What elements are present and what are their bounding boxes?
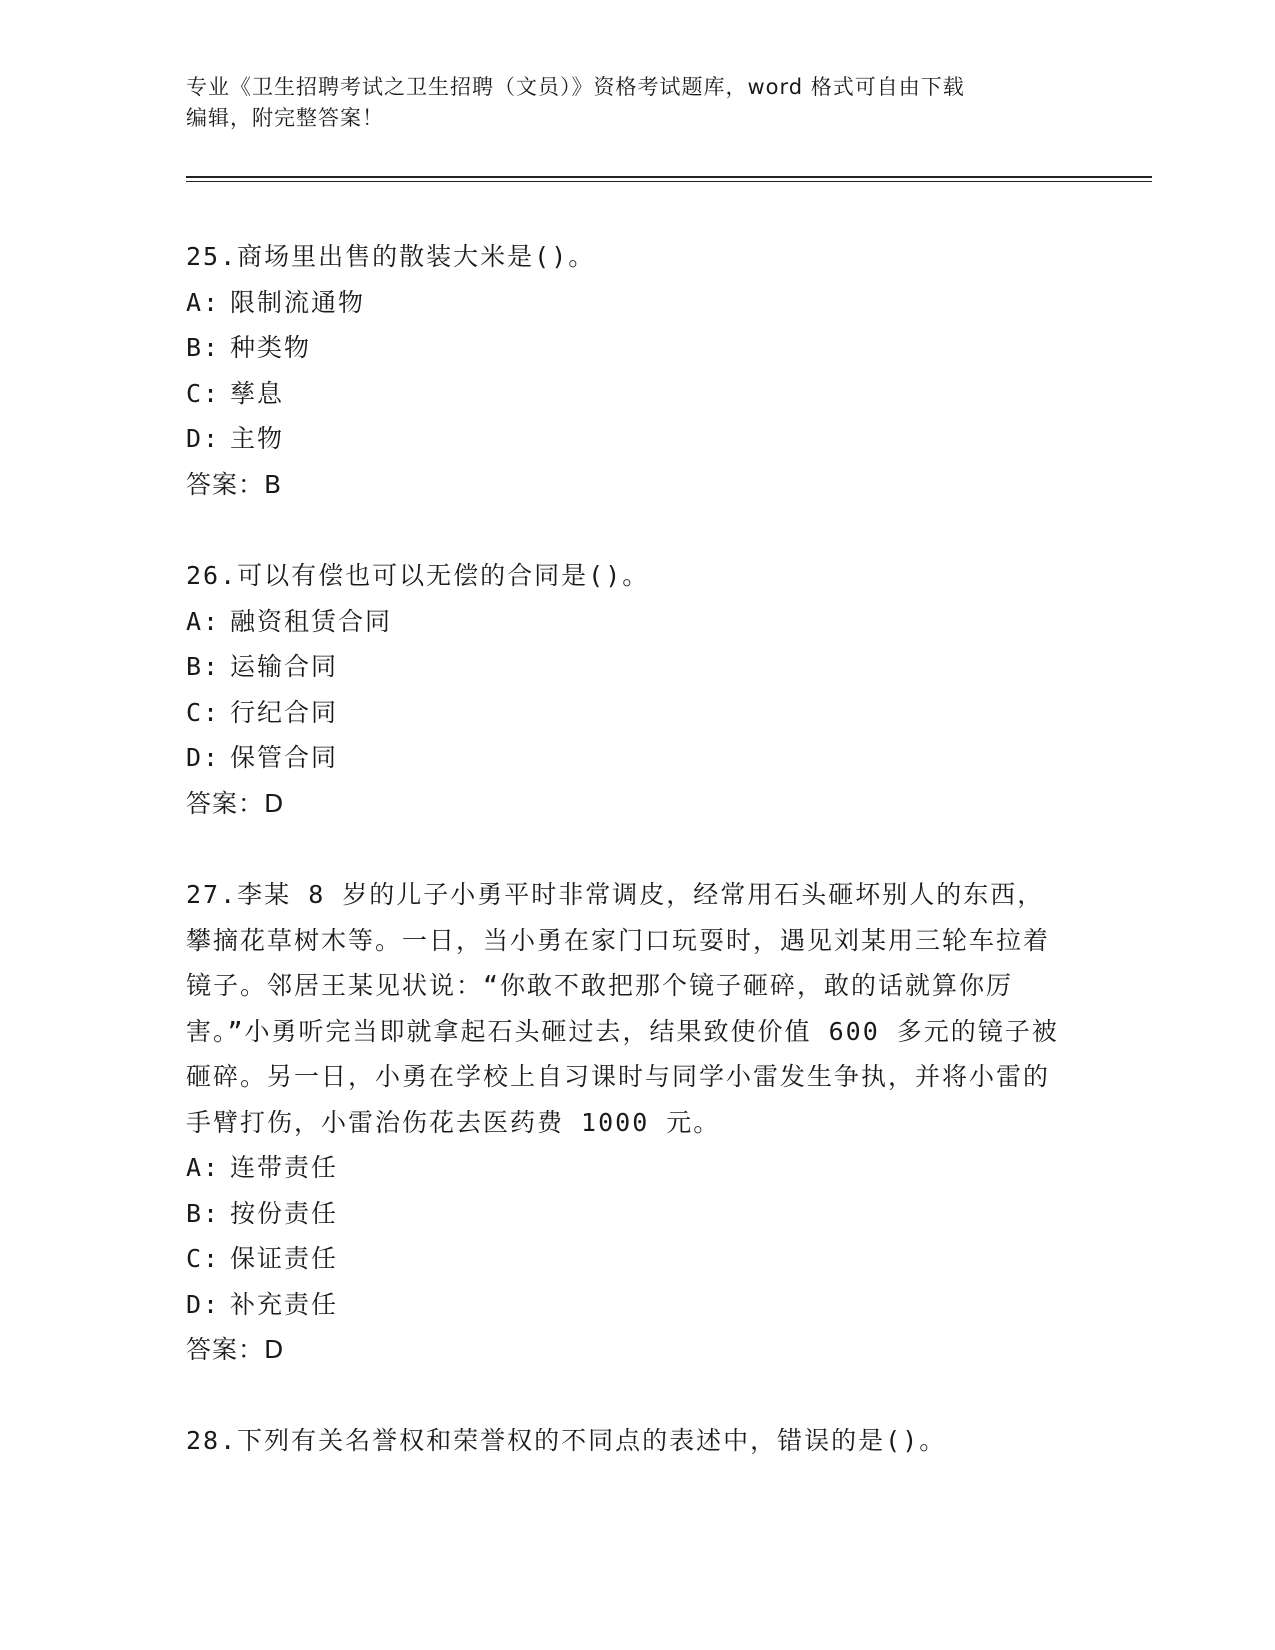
question-text: 27.李某 8 岁的儿子小勇平时非常调皮，经常用石头砸坏别人的东西，攀摘花草树木等。一日，当小勇在家门口玩耍时，遇见刘某用三轮车拉着镜子。邻居王某见状说：“你敢不敢把那个镜子砸碎，敢的话就算你厉害。”小勇听完当即就拿起石头砸过去，结果致使价值 600 多元的镜子被砸碎。另一日，小勇在学校上自习课时与同学小雷发生争执，并将小雷的手臂打伤，小雷治伤花去医药费 1000 元。 — [186, 880, 1059, 1137]
option-text: 连带责任 — [230, 1153, 339, 1182]
option-a — [186, 599, 1066, 645]
header-line-1: 专业《卫生招聘考试之卫生招聘（文员）》资格考试题库，word 格式可自由下载 — [186, 75, 965, 99]
option-b — [186, 325, 1066, 371]
option-d — [186, 416, 1066, 462]
option-c — [186, 371, 1066, 417]
option-key: A: — [186, 606, 221, 636]
question-text: 26.可以有偿也可以无偿的合同是()。 — [186, 561, 650, 590]
header-divider — [186, 176, 1152, 182]
option-key: D: — [186, 743, 221, 772]
option-c — [186, 690, 1066, 736]
option-text: 补充责任 — [230, 1289, 339, 1319]
answer-line: 答案：D — [186, 788, 285, 818]
option-c — [186, 1236, 1066, 1282]
question-block — [186, 234, 1066, 507]
option-d — [186, 735, 1066, 781]
option-text: 运输合同 — [230, 652, 339, 681]
option-text: 按份责任 — [230, 1198, 339, 1228]
option-text: 保证责任 — [230, 1244, 339, 1273]
option-a — [186, 280, 1066, 326]
question-block — [186, 1418, 1066, 1464]
header-line-2: 编辑，附完整答案！ — [186, 106, 384, 130]
option-key: C: — [186, 697, 221, 727]
answer-line: 答案：D — [186, 1335, 285, 1364]
option-text: 孳息 — [230, 378, 285, 408]
option-key: D: — [186, 1289, 221, 1319]
document-header — [186, 72, 1086, 134]
option-key: B: — [186, 333, 221, 362]
option-text: 主物 — [230, 424, 285, 453]
option-key: B: — [186, 1198, 221, 1228]
option-key: B: — [186, 652, 221, 681]
question-text: 28.下列有关名誉权和荣誉权的不同点的表述中，错误的是()。 — [186, 1426, 947, 1455]
option-text: 限制流通物 — [230, 287, 366, 317]
option-text: 行纪合同 — [230, 697, 339, 727]
option-key: D: — [186, 424, 221, 453]
answer-line: 答案：B — [186, 469, 283, 499]
question-block — [186, 553, 1066, 826]
option-key: C: — [186, 378, 221, 408]
option-d — [186, 1282, 1066, 1328]
option-a — [186, 1145, 1066, 1191]
option-text: 融资租赁合同 — [230, 606, 393, 636]
option-b — [186, 1191, 1066, 1237]
option-key: A: — [186, 1153, 221, 1182]
option-text: 保管合同 — [230, 743, 339, 772]
question-block — [186, 872, 1066, 1373]
option-b — [186, 644, 1066, 690]
question-text: 25.商场里出售的散装大米是()。 — [186, 242, 596, 271]
option-key: A: — [186, 287, 221, 317]
option-key: C: — [186, 1244, 221, 1273]
option-text: 种类物 — [230, 333, 312, 362]
